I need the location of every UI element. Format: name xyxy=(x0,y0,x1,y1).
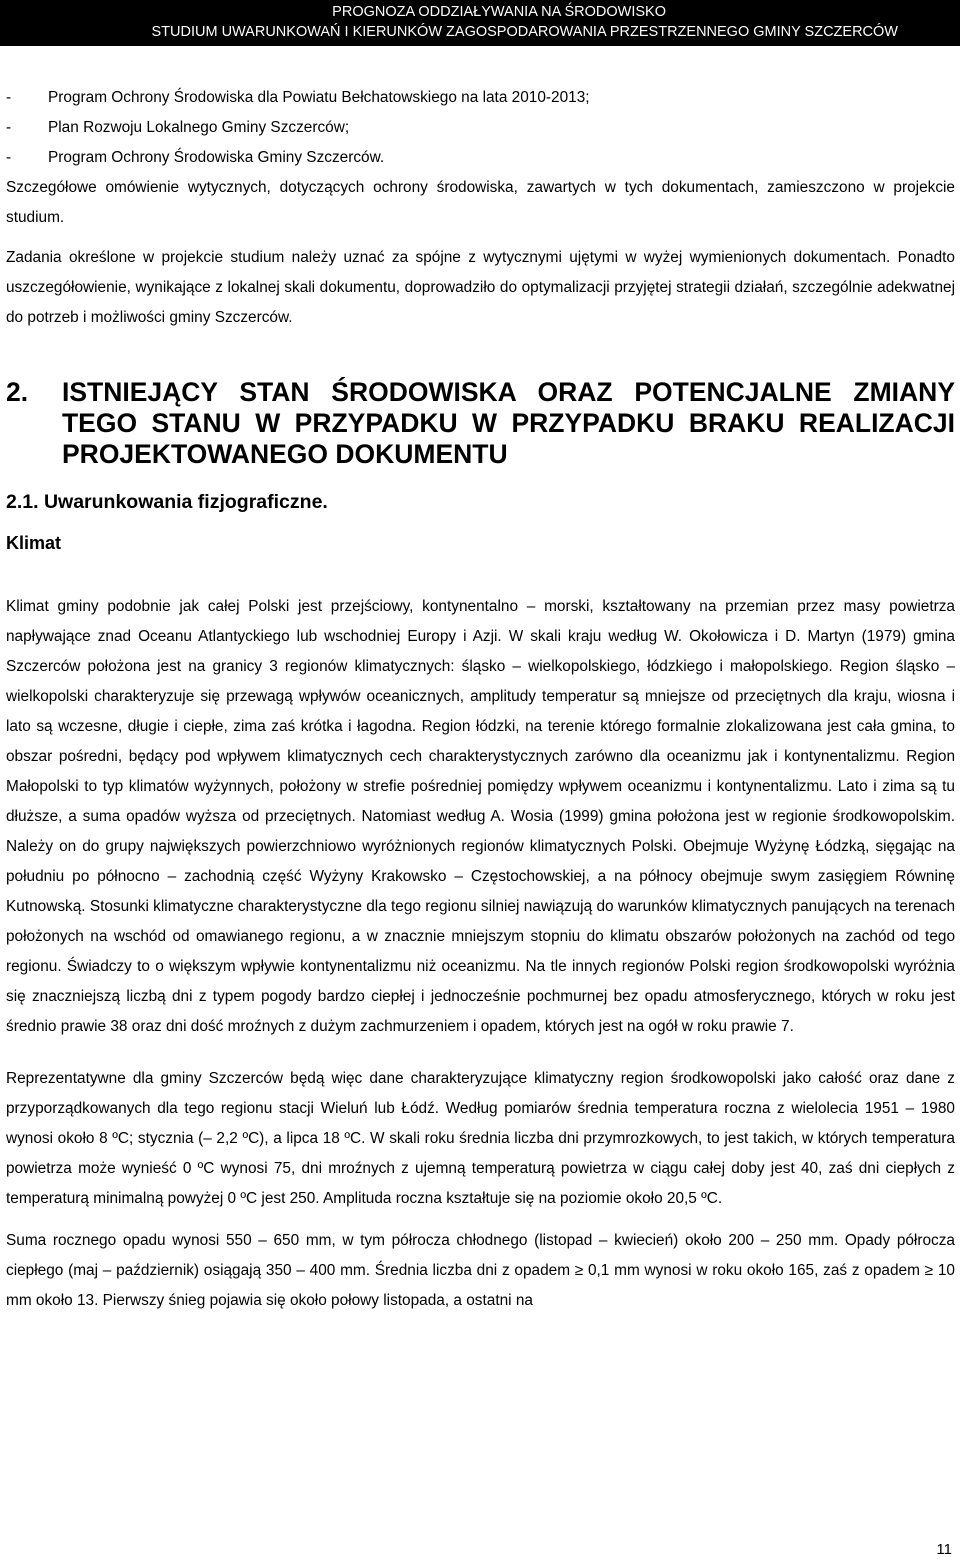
document-body xyxy=(6,83,955,1316)
list-item xyxy=(6,143,955,173)
paragraph: Szczegółowe omówienie wytycznych, dotyczących ochrony środowiska, zawartych w tych dokumentach, zamieszczono w projekcie studium. xyxy=(6,179,955,226)
list-item-text: Program Ochrony Środowiska Gminy Szczerców. xyxy=(48,149,385,166)
paragraph: Klimat gminy podobnie jak całej Polski jest przejściowy, kontynentalno – morski, kształtowany na przemian przez masy powietrza napływające znad Oceanu Atlantyckiego lub wschodniej Europy i Azji. W skali kraju według W. Okołowicza i D. Martyn (1979) gmina Szczerców położona jest na granicy 3 regionów klimatycznych: śląsko – wielkopolskiego, łódzkiego i małopolskiego. Region śląsko – wielkopolski charakteryzuje się przewagą wpływów oceanicznych, amplitudy temperatur są mniejsze od przeciętnych dla kraju, wiosna i lato są wczesne, długie i ciepłe, zima zaś krótka i łagodna. Region łódzki, na terenie którego formalnie zlokalizowana jest cała gmina, to obszar pośredni, będący pod wpływem klimatycznych cech charakterystycznych zarówno dla oceanizmu jak i kontynentalizmu. Region Małopolski to typ klimatów wyżynnych, położony w strefie pośredniej pomiędzy wpływem oceanizmu i kontynentalizmu. Lato i zima są tu dłuższe, a suma opadów wyższa od przeciętnych. Natomiast według A. Wosia (1999) gmina położona jest w regionie środkowopolskim. Należy on do grupy największych powierzchniowo wyróżnionych regionów klimatycznych Polski. Obejmuje Wyżynę Łódzką, sięgając na południu po północno – zachodnią część Wyżyny Krakowsko – Częstochowskiej, a na północy obejmuje swym zasięgiem Równinę Kutnowską. Stosunki klimatyczne charakterystyczne dla tego regionu silniej nawiązują do warunków klimatycznych panujących na terenach położonych na wschód od omawianego regionu, a w znacznie mniejszym stopniu do klimatu obszarów położonych na zachód od tego regionu. Świadczy to o większym wpływie kontynentalizmu niż oceanizmu. Na tle innych regionów Polski region środkowopolski wyróżnia się znaczniejszą liczbą dni z typem pogody bardzo ciepłej i jednocześnie pochmurnej bez opadu atmosferycznego, których w roku jest średnio prawie 38 oraz dni dość mroźnych z dużym zachmurzeniem i opadem, których jest na ogół w roku prawie 7. xyxy=(6,598,955,1035)
list-item xyxy=(6,113,955,143)
chapter-title: ISTNIEJĄCY STAN ŚRODOWISKA ORAZ POTENCJALNE ZMIANY TEGO STANU W PRZYPADKU W PRZYPADKU BRAKU REALIZACJI PROJEKTOWANEGO DOKUMENTU xyxy=(62,377,955,469)
page-header xyxy=(0,0,960,46)
list-item-text: Program Ochrony Środowiska dla Powiatu Bełchatowskiego na lata 2010-2013; xyxy=(48,89,590,106)
subsection-heading: Klimat xyxy=(6,533,62,553)
paragraph: Reprezentatywne dla gminy Szczerców będą więc dane charakteryzujące klimatyczny region środkowopolski jako całość oraz dane z przyporządkowanych dla tego regionu stacji Wieluń lub Łódź. Według pomiarów średnia temperatura roczna z wielolecia 1951 – 1980 wynosi około 8 ºC; stycznia (– 2,2 ºC), a lipca 18 ºC. W skali roku średnia liczba dni przymrozkowych, to jest takich, w których temperatura powietrza może wynieść 0 ºC wynosi 75, dni mroźnych z ujemną temperaturą powietrza w ciągu całej doby jest 40, zaś dni ciepłych z temperaturą minimalną powyżej 0 ºC jest 250. Amplituda roczna kształtuje się na poziomie około 20,5 ºC. xyxy=(6,1070,955,1207)
page-number: 11 xyxy=(936,1541,952,1558)
chapter-heading xyxy=(6,377,955,470)
header-subtitle: STUDIUM UWARUNKOWAŃ I KIERUNKÓW ZAGOSPODAROWANIA PRZESTRZENNEGO GMINY SZCZERCÓW xyxy=(151,24,898,40)
section-heading: 2.1. Uwarunkowania fizjograficzne. xyxy=(6,491,328,513)
list-item xyxy=(6,83,955,113)
paragraph: Zadania określone w projekcie studium należy uznać za spójne z wytycznymi ujętymi w wyżej wymienionych dokumentach. Ponadto uszczegółowienie, wynikające z lokalnej skali dokumentu, doprowadziło do optymalizacji przyjętej strategii działań, szczególnie adekwatnej do potrzeb i możliwości gminy Szczerców. xyxy=(6,249,955,326)
chapter-number: 2. xyxy=(6,377,29,407)
list-dash: - xyxy=(6,119,12,136)
list-item-text: Plan Rozwoju Lokalnego Gminy Szczerców; xyxy=(48,119,350,136)
list-dash: - xyxy=(6,149,12,166)
header-title: PROGNOZA ODDZIAŁYWANIA NA ŚRODOWISKO xyxy=(332,4,666,20)
list-dash: - xyxy=(6,89,12,106)
paragraph: Suma rocznego opadu wynosi 550 – 650 mm, w tym półrocza chłodnego (listopad – kwiecień) około 200 – 250 mm. Opady półrocza ciepłego (maj – październik) osiągają 350 – 400 mm. Średnia liczba dni z opadem ≥ 0,1 mm wynosi w roku około 165, zaś z opadem ≥ 10 mm około 13. Pierwszy śnieg pojawia się około połowy listopada, a ostatni na xyxy=(6,1232,955,1309)
